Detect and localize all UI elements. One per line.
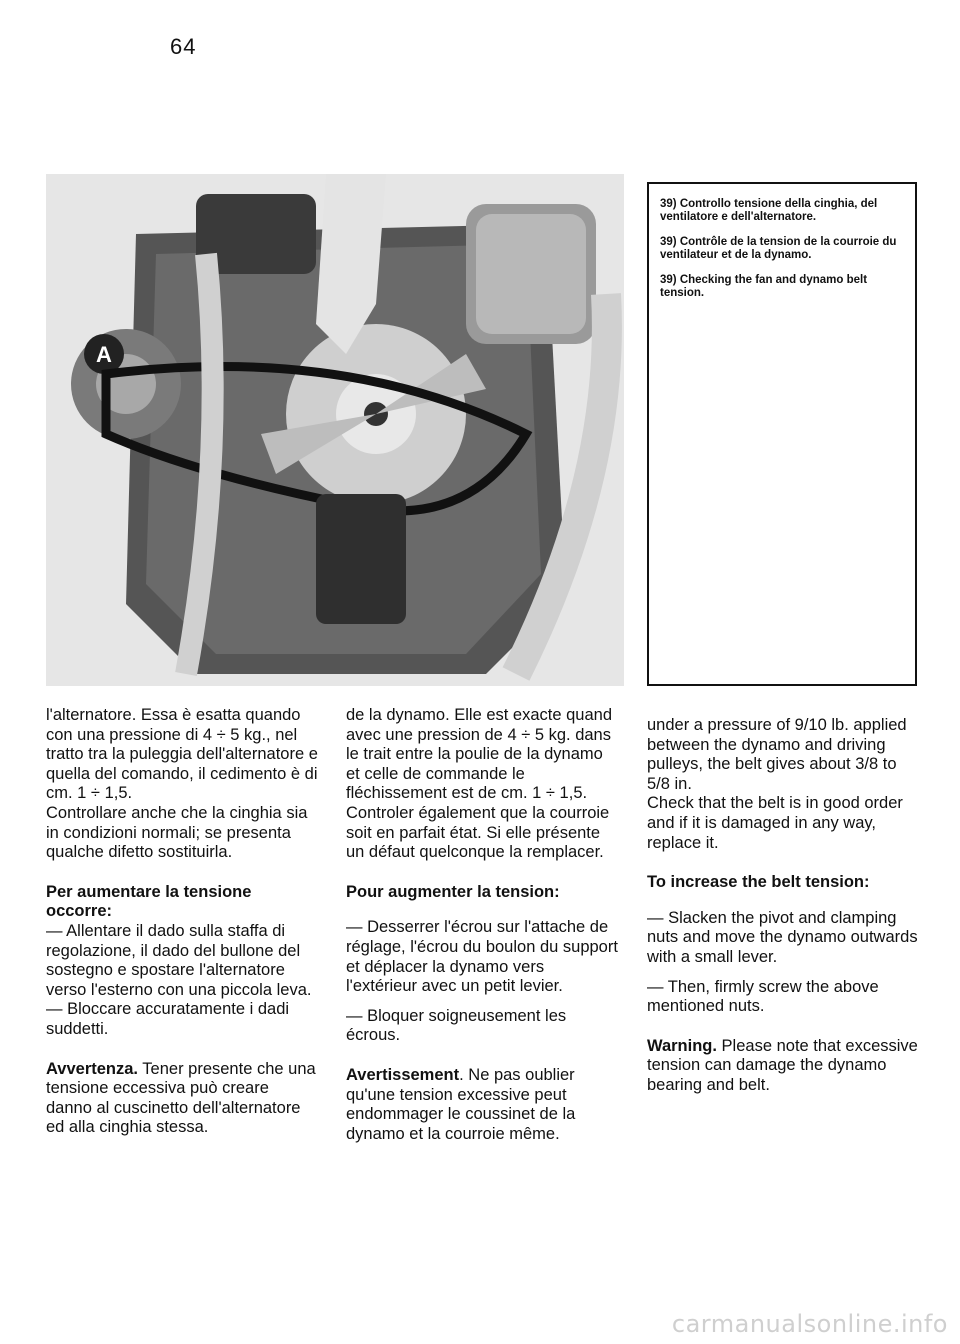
- french-warning: [346, 1066, 618, 1144]
- italian-warning-text: Tener presente che una tensione eccessiva può creare danno al cuscinetto dell'alternatore ed alla cinghia stessa.: [46, 1059, 316, 1137]
- french-step-1: — Desserrer l'écrou sur l'attache de réglage, l'écrou du boulon du support et déplacer la dynamo vers l'extérieur avec un petit levier.: [346, 918, 618, 996]
- french-intro: de la dynamo. Elle est exacte quand avec une pression de 4 ÷ 5 kg. dans le trait entre la poulie de la dynamo et celle de commande le fléchissement est de cm. 1 ÷ 1,5.: [346, 706, 613, 803]
- page-number: 64: [170, 34, 197, 59]
- english-heading: To increase the belt tension:: [647, 873, 870, 892]
- italian-column: [46, 706, 318, 1138]
- label-a: A: [96, 342, 112, 367]
- italian-intro: l'alternatore. Essa è esatta quando con una pressione di 4 ÷ 5 kg., nel tratto tra la puleggia dell'alternatore e quella del comando, il cedimento è di cm. 1 ÷ 1,5.: [46, 706, 318, 803]
- caption-english: 39) Checking the fan and dynamo belt tension.: [660, 274, 868, 299]
- english-step-1: — Slacken the pivot and clamping nuts and move the dynamo outwards with a small lever.: [647, 908, 918, 966]
- italian-check: Controllare anche che la cinghia sia in condizioni normali; se presenta qualche difetto sostituirla.: [46, 803, 308, 862]
- italian-warning: [46, 1060, 318, 1138]
- caption-french: 39) Contrôle de la tension de la courroie du ventilateur et de la dynamo.: [660, 236, 897, 261]
- italian-step-1: — Allentare il dado sulla staffa di regolazione, il dado del bullone del sostegno e spostare l'alternatore verso l'esterno con una piccola leva.: [46, 921, 312, 999]
- italian-warning-label: Avvertenza.: [46, 1059, 139, 1078]
- italian-heading: Per aumentare la tensione occorre:: [46, 882, 252, 921]
- caption-italian: 39) Controllo tensione della cinghia, del ventilatore e dell'alternatore.: [660, 198, 878, 223]
- french-step-2: — Bloquer soigneusement les écrous.: [346, 1006, 567, 1045]
- french-column: [346, 706, 618, 1144]
- watermark: carmanualsonline.info: [671, 1310, 948, 1338]
- french-warning-label: Avertissement: [346, 1065, 460, 1084]
- french-warning-text: . Ne pas oublier qu'une tension excessive peut endommager le coussinet de la dynamo et la courroie même.: [346, 1065, 576, 1143]
- engine-photo: [46, 174, 624, 686]
- english-warning-text: Please note that excessive tension can damage the dynamo bearing and belt.: [647, 1036, 918, 1094]
- italian-step-2: — Bloccare accuratamente i dadi suddetti.: [46, 1000, 290, 1038]
- engine-illustration: [46, 174, 624, 686]
- english-check: Check that the belt is in good order and if it is damaged in any way, replace it.: [647, 794, 903, 852]
- figure-caption-box: [647, 182, 917, 686]
- french-check: Controler également que la courroie soit en parfait état. Si elle présente un défaut quelconque la remplacer.: [346, 803, 610, 862]
- french-heading: Pour augmenter la tension:: [346, 882, 560, 901]
- english-warning: [647, 1037, 919, 1096]
- english-warning-label: Warning.: [647, 1036, 717, 1055]
- english-column: [647, 716, 919, 1096]
- english-step-2: — Then, firmly screw the above mentioned nuts.: [647, 977, 879, 1016]
- english-intro: under a pressure of 9/10 lb. applied between the dynamo and driving pulleys, the belt gives about 3/8 to 5/8 in.: [647, 716, 907, 793]
